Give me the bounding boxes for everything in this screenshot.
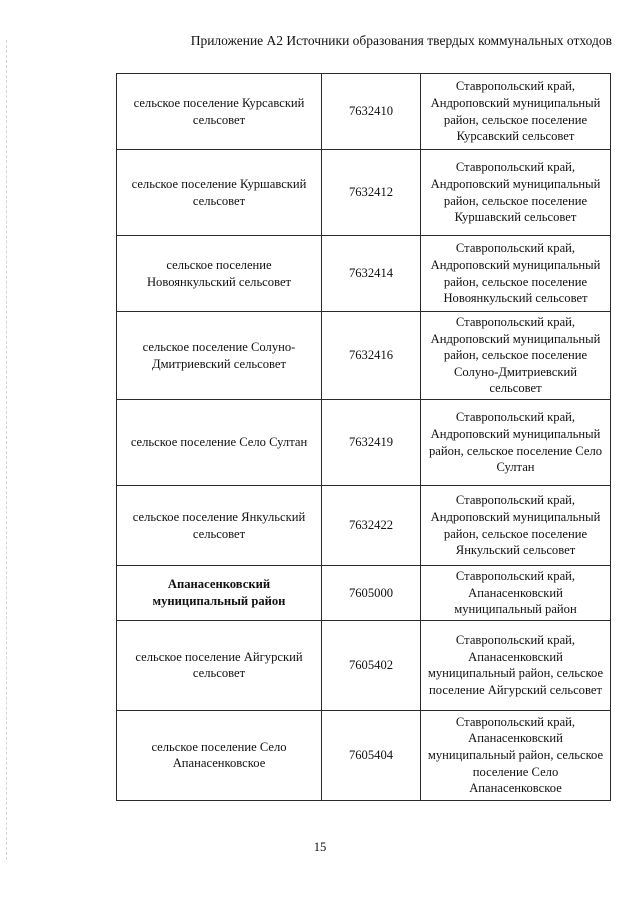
location-description-cell: Ставропольский край, Андроповский муниципальный район, сельское поселение Село Султан	[421, 400, 611, 486]
location-description-cell: Ставропольский край, Андроповский муниципальный район, сельское поселение Янкульский сельсовет	[421, 486, 611, 566]
table-row	[117, 236, 611, 312]
location-description-cell: Ставропольский край, Андроповский муниципальный район, сельское поселение Куршавский сельсовет	[421, 150, 611, 236]
oktmo-code-cell: 7605000	[322, 566, 421, 621]
location-description-cell: Ставропольский край, Андроповский муниципальный район, сельское поселение Новоянкульский сельсовет	[421, 236, 611, 312]
settlement-name-cell: сельское поселение Солуно-Дмитриевский сельсовет	[117, 312, 322, 400]
oktmo-code-cell: 7632419	[322, 400, 421, 486]
oktmo-code-cell: 7632416	[322, 312, 421, 400]
table-row	[117, 710, 611, 800]
table-row	[117, 74, 611, 150]
location-description-cell: Ставропольский край, Апанасенковский муниципальный район, сельское поселение Айгурский сельсовет	[421, 620, 611, 710]
oktmo-code-cell: 7632414	[322, 236, 421, 312]
location-description-cell: Ставропольский край, Андроповский муниципальный район, сельское поселение Курсавский сельсовет	[421, 74, 611, 150]
scan-edge-marks	[6, 40, 8, 860]
location-description-cell: Ставропольский край, Андроповский муниципальный район, сельское поселение Солуно-Дмитриевский сельсовет	[421, 312, 611, 400]
location-description-cell: Ставропольский край, Апанасенковский муниципальный район	[421, 566, 611, 621]
page-header-title: Приложение А2 Источники образования твердых коммунальных отходов	[190, 33, 612, 48]
settlement-name-cell: сельское поселение Янкульский сельсовет	[117, 486, 322, 566]
waste-sources-table	[116, 73, 611, 801]
page-number: 15	[313, 840, 327, 854]
table-row	[117, 150, 611, 236]
table-row	[117, 620, 611, 710]
district-name-cell: Апанасенковский муниципальный район	[117, 566, 322, 621]
table-row	[117, 486, 611, 566]
settlement-name-cell: сельское поселение Село Апанасенковское	[117, 710, 322, 800]
table-row	[117, 400, 611, 486]
table-body	[117, 74, 611, 801]
settlement-name-cell: сельское поселение Село Султан	[117, 400, 322, 486]
oktmo-code-cell: 7632422	[322, 486, 421, 566]
settlement-name-cell: сельское поселение Новоянкульский сельсовет	[117, 236, 322, 312]
settlement-name-cell: сельское поселение Айгурский сельсовет	[117, 620, 322, 710]
oktmo-code-cell: 7605404	[322, 710, 421, 800]
settlement-name-cell: сельское поселение Куршавский сельсовет	[117, 150, 322, 236]
location-description-cell: Ставропольский край, Апанасенковский муниципальный район, сельское поселение Село Апанасенковское	[421, 710, 611, 800]
table-row-district	[117, 566, 611, 621]
table-row	[117, 312, 611, 400]
oktmo-code-cell: 7632412	[322, 150, 421, 236]
oktmo-code-cell: 7632410	[322, 74, 421, 150]
settlement-name-cell: сельское поселение Курсавский сельсовет	[117, 74, 322, 150]
oktmo-code-cell: 7605402	[322, 620, 421, 710]
